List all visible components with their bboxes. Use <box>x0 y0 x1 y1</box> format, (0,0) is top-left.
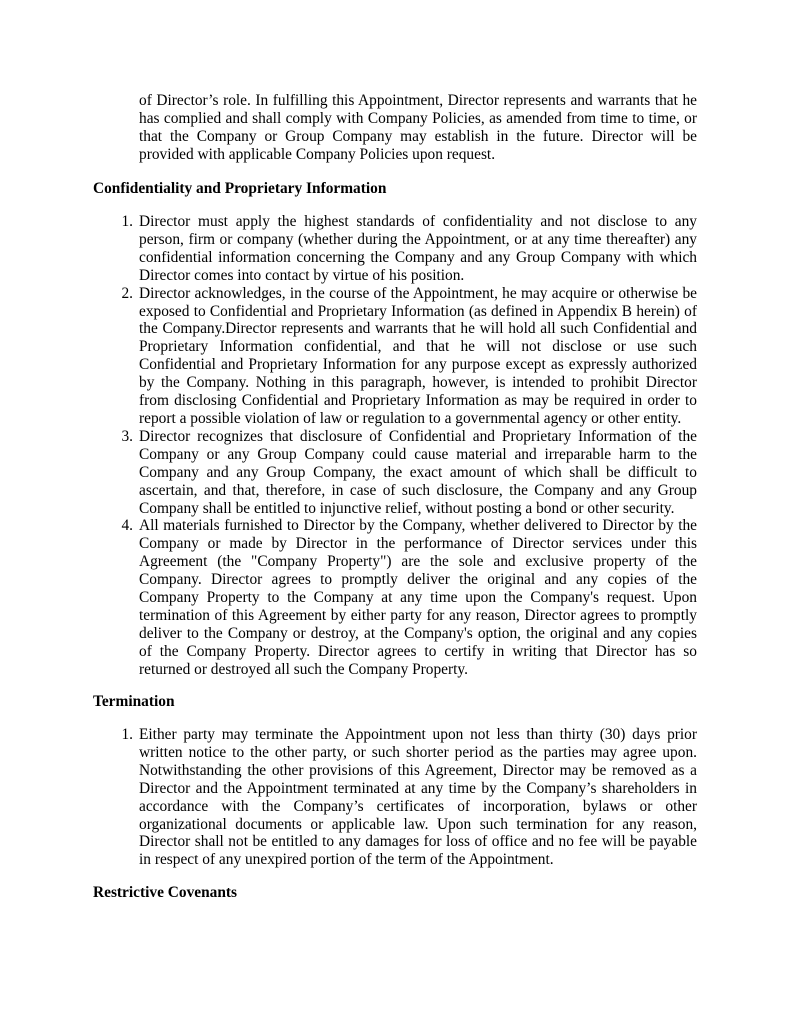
text-line: Director and the Appointment terminated at any time by the Company’s shareholders in <box>139 779 697 797</box>
text-line: Company. Director agrees to promptly deliver the original and any copies of the <box>139 571 697 589</box>
text-line: Director acknowledges, in the course of the Appointment, he may acquire or otherwise be <box>139 284 697 302</box>
text-line: of the Company Property. Director agrees to certify in writing that Director has so <box>139 642 697 660</box>
text-line: Either party may terminate the Appointment upon not less than thirty (30) days prior <box>139 726 697 743</box>
text-line: Confidential and Proprietary Information for any purpose except as expressly authorized <box>139 356 697 374</box>
list-item <box>121 213 697 285</box>
text-line: provided with applicable Company Policies upon request. <box>139 145 496 163</box>
list-number: 1. <box>121 726 133 743</box>
intro-paragraph <box>139 92 697 164</box>
text-line: report a possible violation of law or regulation to a governmental agency or other entity. <box>139 409 682 427</box>
text-line: from disclosing Confidential and Proprietary Information as may be required in order to <box>139 392 697 410</box>
list-item <box>121 427 697 518</box>
confidentiality-list <box>121 213 697 679</box>
text-line: Company Property to the Company at any time upon the Company's request. Upon <box>139 589 697 607</box>
text-line: ascertain, and that, therefore, in case of such disclosure, the Company and any Group <box>139 481 697 499</box>
text-line: Notwithstanding the other provisions of this Agreement, Director may be removed as a <box>139 761 697 779</box>
text-line: All materials furnished to Director by the Company, whether delivered to Director by the <box>139 517 697 535</box>
list-item <box>121 517 697 678</box>
list-number: 1. <box>121 213 133 230</box>
text-line: Agreement (the "Company Property") are the sole and exclusive property of the <box>139 553 697 571</box>
text-line: Company and any Group Company, the exact amount of which shall be difficult to <box>139 463 697 481</box>
text-line: has complied and shall comply with Company Policies, as amended from time to time, or <box>139 109 697 127</box>
text-line: by the Company. Nothing in this paragraph, however, is intended to prohibit Director <box>139 374 697 392</box>
text-line: written notice to the other party, or such shorter period as the parties may agree upon. <box>139 743 697 761</box>
text-line: Proprietary Information confidential, and that he will not disclose or use such <box>139 338 697 356</box>
text-line: Director must apply the highest standards of confidentiality and not disclose to any <box>139 213 697 230</box>
text-line: that the Company or Group Company may establish in the future. Director will be <box>139 127 697 145</box>
text-line: Company or any Group Company could cause material and irreparable harm to the <box>139 445 697 463</box>
list-item <box>121 284 697 428</box>
text-line: Director comes into contact by virtue of his position. <box>139 266 465 284</box>
text-line: termination of this Agreement by either party for any reason, Director agrees to promptly <box>139 606 697 624</box>
section-heading-termination: Termination <box>93 693 175 710</box>
text-line: in respect of any unexpired portion of the term of the Appointment. <box>139 851 554 869</box>
list-item <box>121 726 697 869</box>
text-line: the Company.Director represents and warrants that he will hold all such Confidential and <box>139 320 697 338</box>
text-line: Director shall not be entitled to any damages for loss of office and no fee will be payable <box>139 833 697 851</box>
text-line: organizational documents or applicable law. Upon such termination for any reason, <box>139 815 697 833</box>
list-number: 2. <box>121 284 133 302</box>
section-heading-restrictive-covenants: Restrictive Covenants <box>93 884 238 901</box>
text-line: of Director’s role. In fulfilling this Appointment, Director represents and warrants that he <box>139 92 697 109</box>
text-line: accordance with the Company’s certificates of incorporation, bylaws or other <box>139 797 697 815</box>
list-number: 3. <box>121 427 133 445</box>
text-line: confidential information concerning the Company and any Group Company with which <box>139 248 697 266</box>
list-number: 4. <box>121 517 133 535</box>
text-line: Company shall be entitled to injunctive relief, without posting a bond or other security. <box>139 499 675 517</box>
text-line: returned or destroyed all such the Company Property. <box>139 660 468 678</box>
text-line: Director recognizes that disclosure of Confidential and Proprietary Information of the <box>139 427 697 445</box>
text-line: Company or made by Director in the performance of Director services under this <box>139 535 697 553</box>
text-line: deliver to the Company or destroy, at the Company's option, the original and any copies <box>139 624 697 642</box>
termination-list <box>121 726 697 869</box>
section-heading-confidentiality: Confidentiality and Proprietary Information <box>93 180 387 197</box>
text-line: exposed to Confidential and Proprietary Information (as defined in Appendix B herein) of <box>139 302 697 320</box>
text-line: person, firm or company (whether during the Appointment, or at any time thereafter) any <box>139 230 697 248</box>
